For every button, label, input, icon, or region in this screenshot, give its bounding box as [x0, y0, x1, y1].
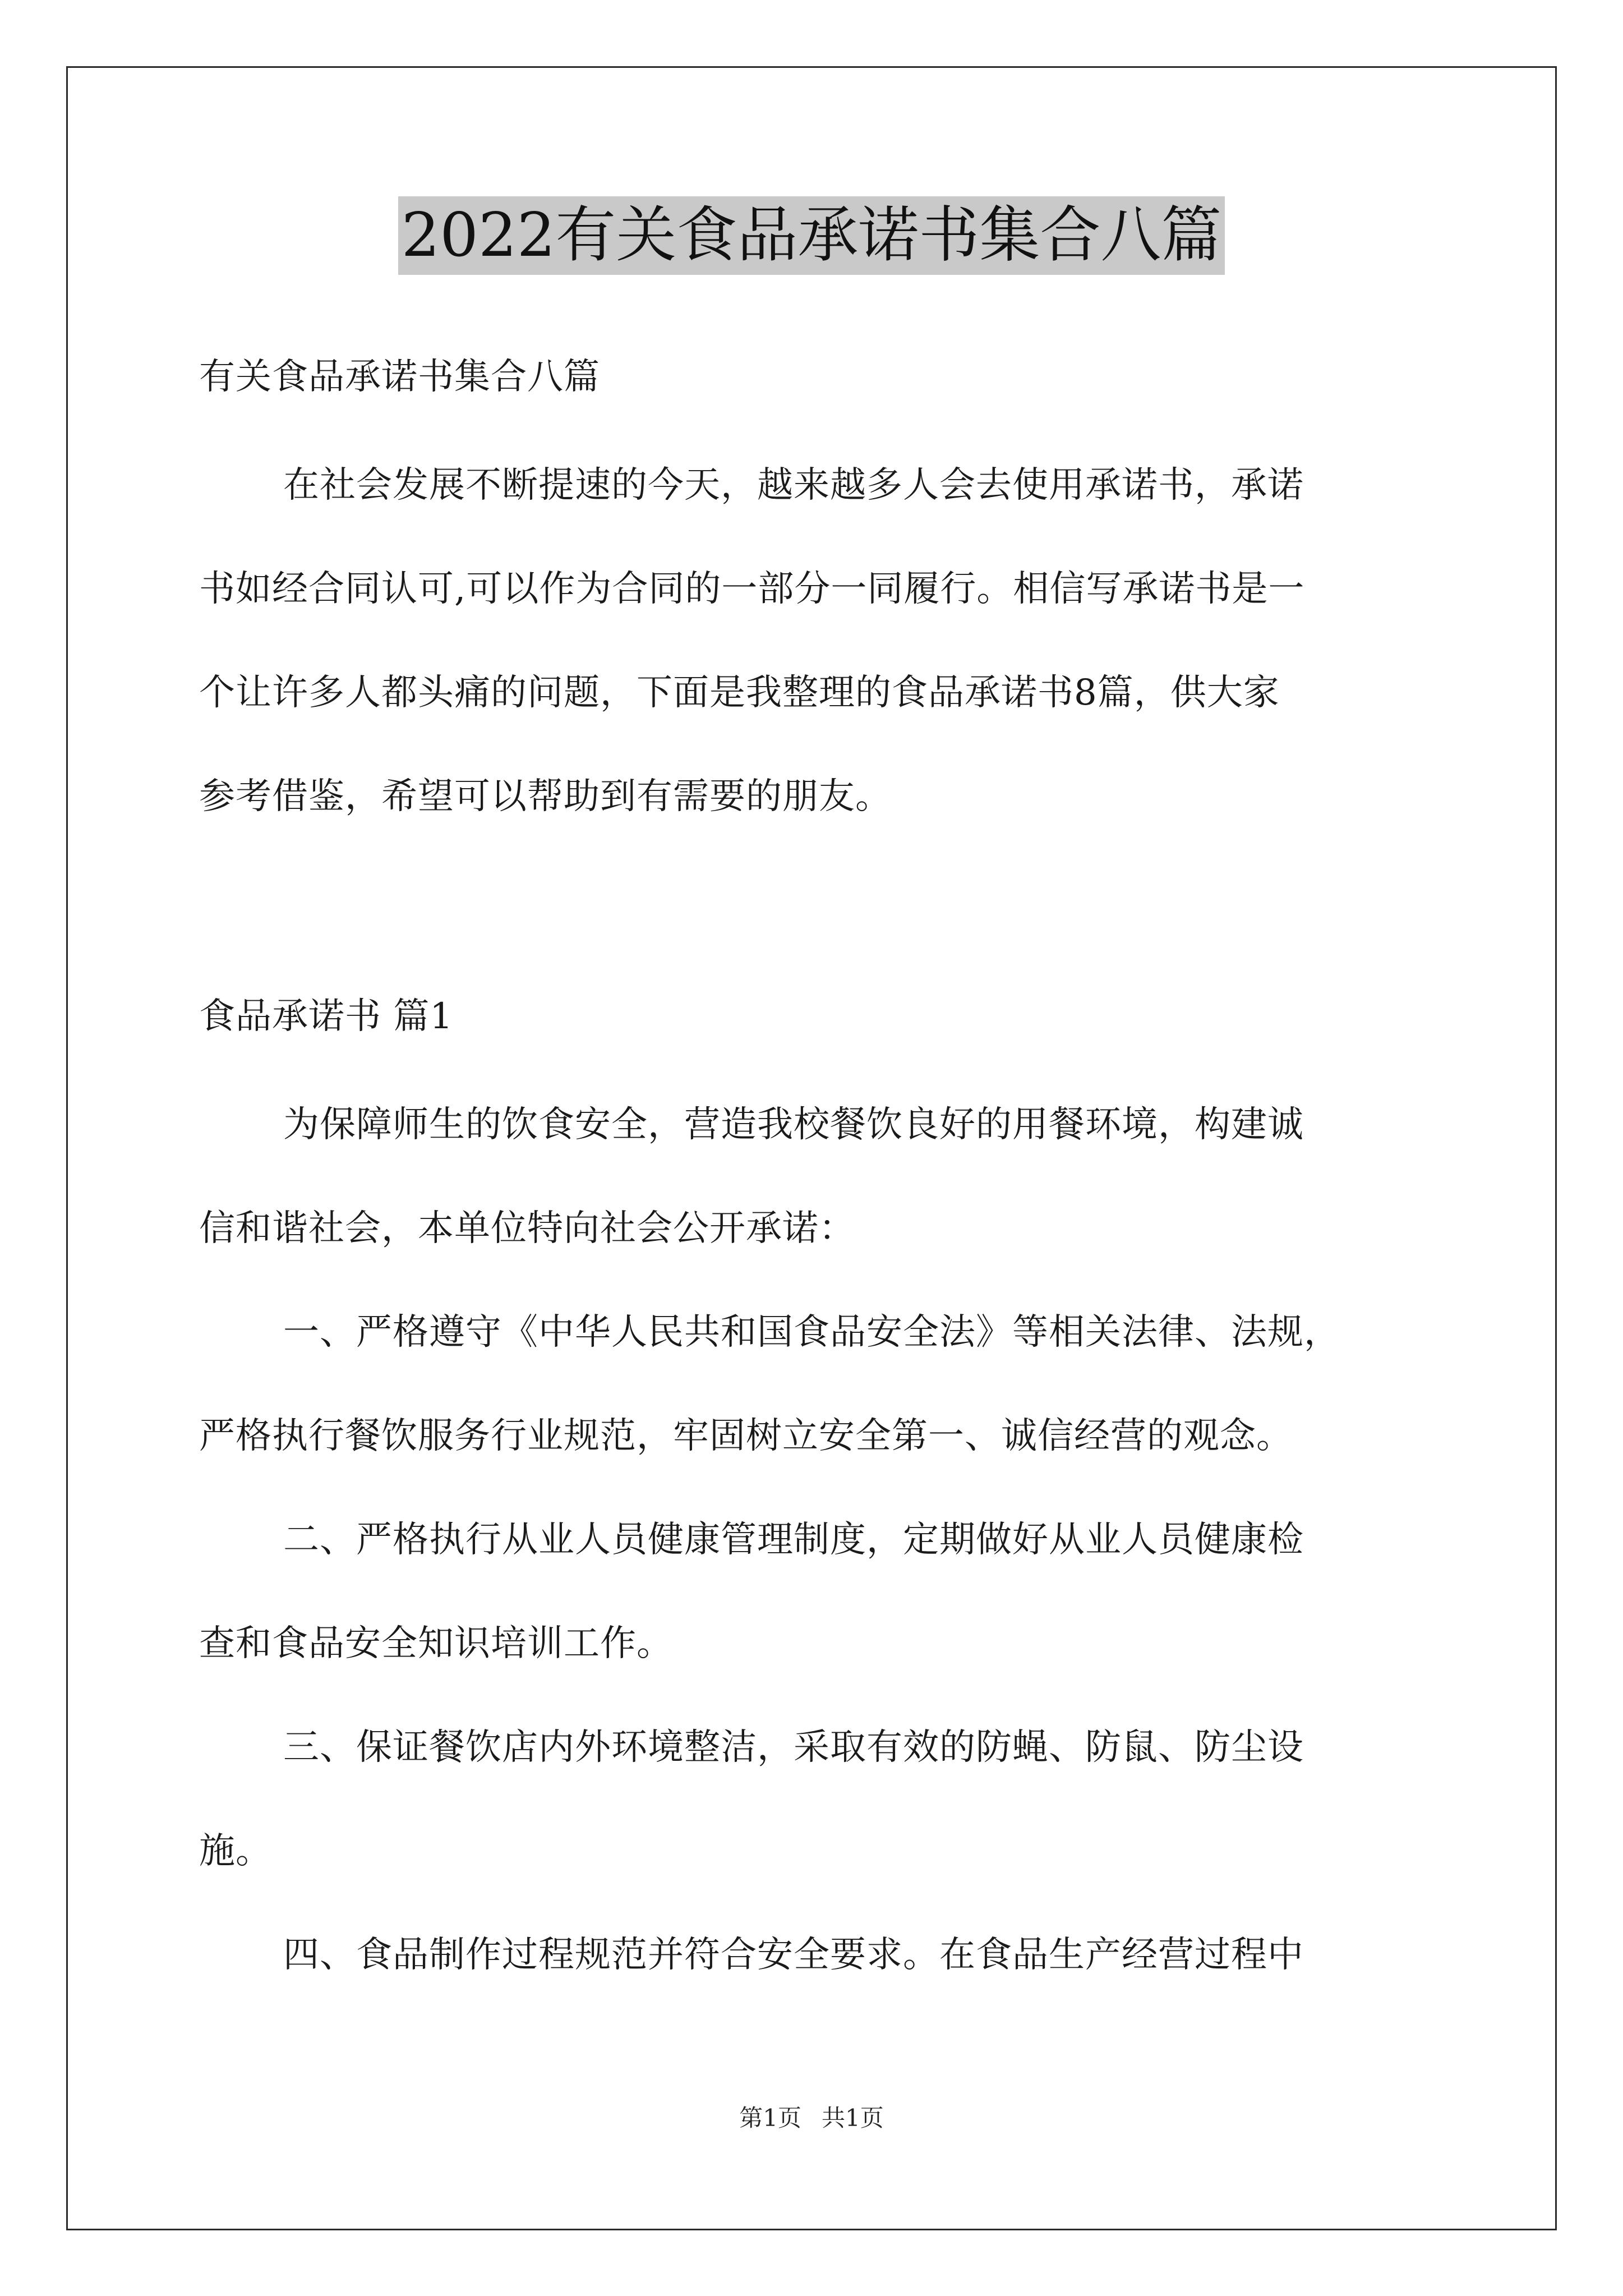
paragraph-line: 二、严格执行从业人员健康管理制度，定期做好从业人员健康检	[283, 1519, 1304, 1561]
paragraph-line: 三、保证餐饮店内外环境整洁，采取有效的防蝇、防鼠、防尘设	[283, 1727, 1304, 1768]
title-container	[0, 196, 1623, 275]
paragraph-line: 一、严格遵守《中华人民共和国食品安全法》等相关法律、法规，	[283, 1312, 1340, 1353]
intro-line: 在社会发展不断提速的今天，越来越多人会去使用承诺书，承诺	[283, 464, 1304, 506]
paragraph-line: 严格执行餐饮服务行业规范，牢固树立安全第一、诚信经营的观念。	[199, 1415, 1293, 1457]
paragraph-line: 为保障师生的饮食安全，营造我校餐饮良好的用餐环境，构建诚	[283, 1104, 1304, 1145]
page-number: 第1页	[739, 2104, 801, 2132]
document-title: 2022有关食品承诺书集合八篇	[398, 196, 1225, 275]
page-total: 共1页	[822, 2104, 884, 2132]
paragraph-line: 查和食品安全知识培训工作。	[199, 1623, 673, 1664]
intro-line: 个让许多人都头痛的问题，下面是我整理的食品承诺书8篇，供大家	[199, 672, 1280, 714]
paragraph-line: 信和谐社会，本单位特向社会公开承诺：	[199, 1208, 855, 1249]
intro-line: 参考借鉴，希望可以帮助到有需要的朋友。	[199, 776, 892, 817]
subtitle: 有关食品承诺书集合八篇	[199, 356, 600, 398]
intro-line: 书如经合同认可,可以作为合同的一部分一同履行。相信写承诺书是一	[199, 568, 1305, 610]
section-heading: 食品承诺书 篇1	[199, 996, 454, 1037]
paragraph-line: 施。	[199, 1830, 272, 1872]
paragraph-line: 四、食品制作过程规范并符合安全要求。在食品生产经营过程中	[283, 1934, 1304, 1976]
page-footer	[0, 2104, 1623, 2133]
